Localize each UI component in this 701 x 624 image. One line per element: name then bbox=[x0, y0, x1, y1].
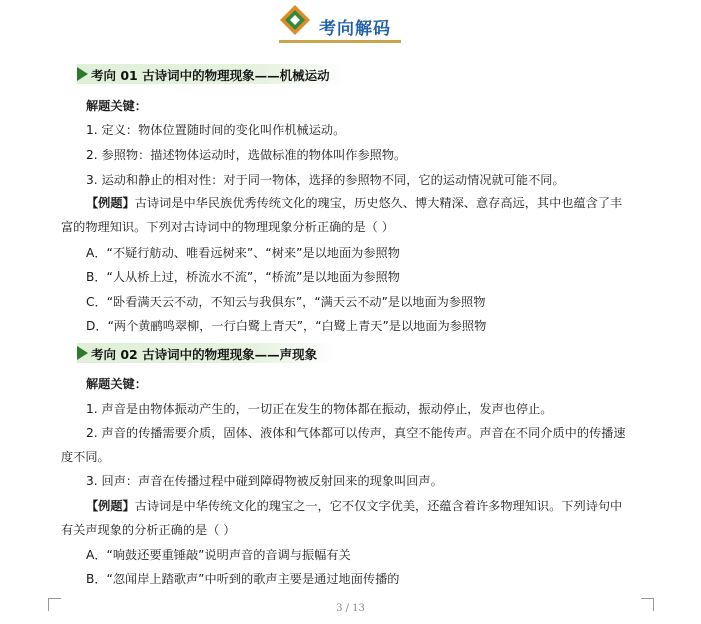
section-1-option-a: A．“不疑行舫动、唯看远树来”、“树来”是以地面为参照物 bbox=[86, 246, 400, 260]
triangle-marker-icon bbox=[77, 346, 88, 360]
example-tag: 【例题】 bbox=[86, 196, 135, 210]
section-1-option-d: D．“两个黄鹂鸣翠柳，一行白鹭上青天”，“白鹭上青天”是以地面为参照物 bbox=[86, 319, 487, 333]
header-underline bbox=[279, 40, 401, 43]
section-2-point-3: 3. 回声：声音在传播过程中碰到障碍物被反射回来的现象叫回声。 bbox=[86, 474, 443, 488]
section-2-heading bbox=[77, 343, 335, 363]
section-1-option-c: C．“卧看满天云不动，不知云与我俱东”，“满天云不动”是以地面为参照物 bbox=[86, 295, 486, 309]
example-text: 古诗词是中华传统文化的瑰宝之一，它不仅文字优美，还蕴含着许多物理知识。下列诗句中 bbox=[134, 499, 623, 513]
section-2-key-label: 解题关键： bbox=[86, 377, 147, 391]
section-2-option-b: B．“忽闻岸上踏歌声”中听到的歌声主要是通过地面传播的 bbox=[86, 572, 400, 586]
example-text: 古诗词是中华民族优秀传统文化的瑰宝，历史悠久、博大精深、意存高远，其中也蕴含了丰 bbox=[134, 196, 623, 210]
section-1-heading bbox=[77, 64, 345, 84]
section-2-option-a: A．“响鼓还要重锤敲”说明声音的音调与振幅有关 bbox=[86, 548, 351, 562]
section-1-point-2: 2. 参照物：描述物体运动时，选做标准的物体叫作参照物。 bbox=[86, 148, 407, 162]
section-2-example-line-1 bbox=[86, 498, 622, 514]
section-2-point-2-line-1: 2. 声音的传播需要介质，固体、液体和气体都可以传声，真空不能传声。声音在不同介质中的传播速 bbox=[86, 426, 626, 440]
diamond-logo-icon bbox=[279, 4, 311, 36]
section-2-point-2-line-2: 度不同。 bbox=[61, 450, 110, 464]
section-1-key-label: 解题关键： bbox=[86, 99, 147, 113]
section-2-example-line-2: 有关声现象的分析正确的是（ ） bbox=[61, 523, 236, 537]
section-1-example-line-2: 富的物理知识。下列对古诗词中的物理现象分析正确的是（ ） bbox=[61, 220, 394, 234]
section-1-option-b: B．“人从桥上过，桥流水不流”，“桥流”是以地面为参照物 bbox=[86, 270, 400, 284]
example-tag: 【例题】 bbox=[86, 499, 135, 513]
section-1-point-1: 1. 定义：物体位置随时间的变化叫作机械运动。 bbox=[86, 123, 346, 137]
section-2-title: 考向 02 古诗词中的物理现象——声现象 bbox=[91, 347, 318, 362]
header-title: 考向解码 bbox=[319, 19, 391, 39]
section-header bbox=[279, 4, 409, 44]
section-1-example-line-1 bbox=[86, 195, 622, 211]
page-number: 3 / 13 bbox=[336, 603, 365, 614]
section-1-title: 考向 01 古诗词中的物理现象——机械运动 bbox=[91, 68, 330, 83]
triangle-marker-icon bbox=[77, 67, 88, 81]
section-1-point-3: 3. 运动和静止的相对性：对于同一物体，选择的参照物不同，它的运动情况就可能不同。 bbox=[86, 173, 565, 187]
section-2-point-1: 1. 声音是由物体振动产生的，一切正在发生的物体都在振动，振动停止，发声也停止。 bbox=[86, 402, 553, 416]
